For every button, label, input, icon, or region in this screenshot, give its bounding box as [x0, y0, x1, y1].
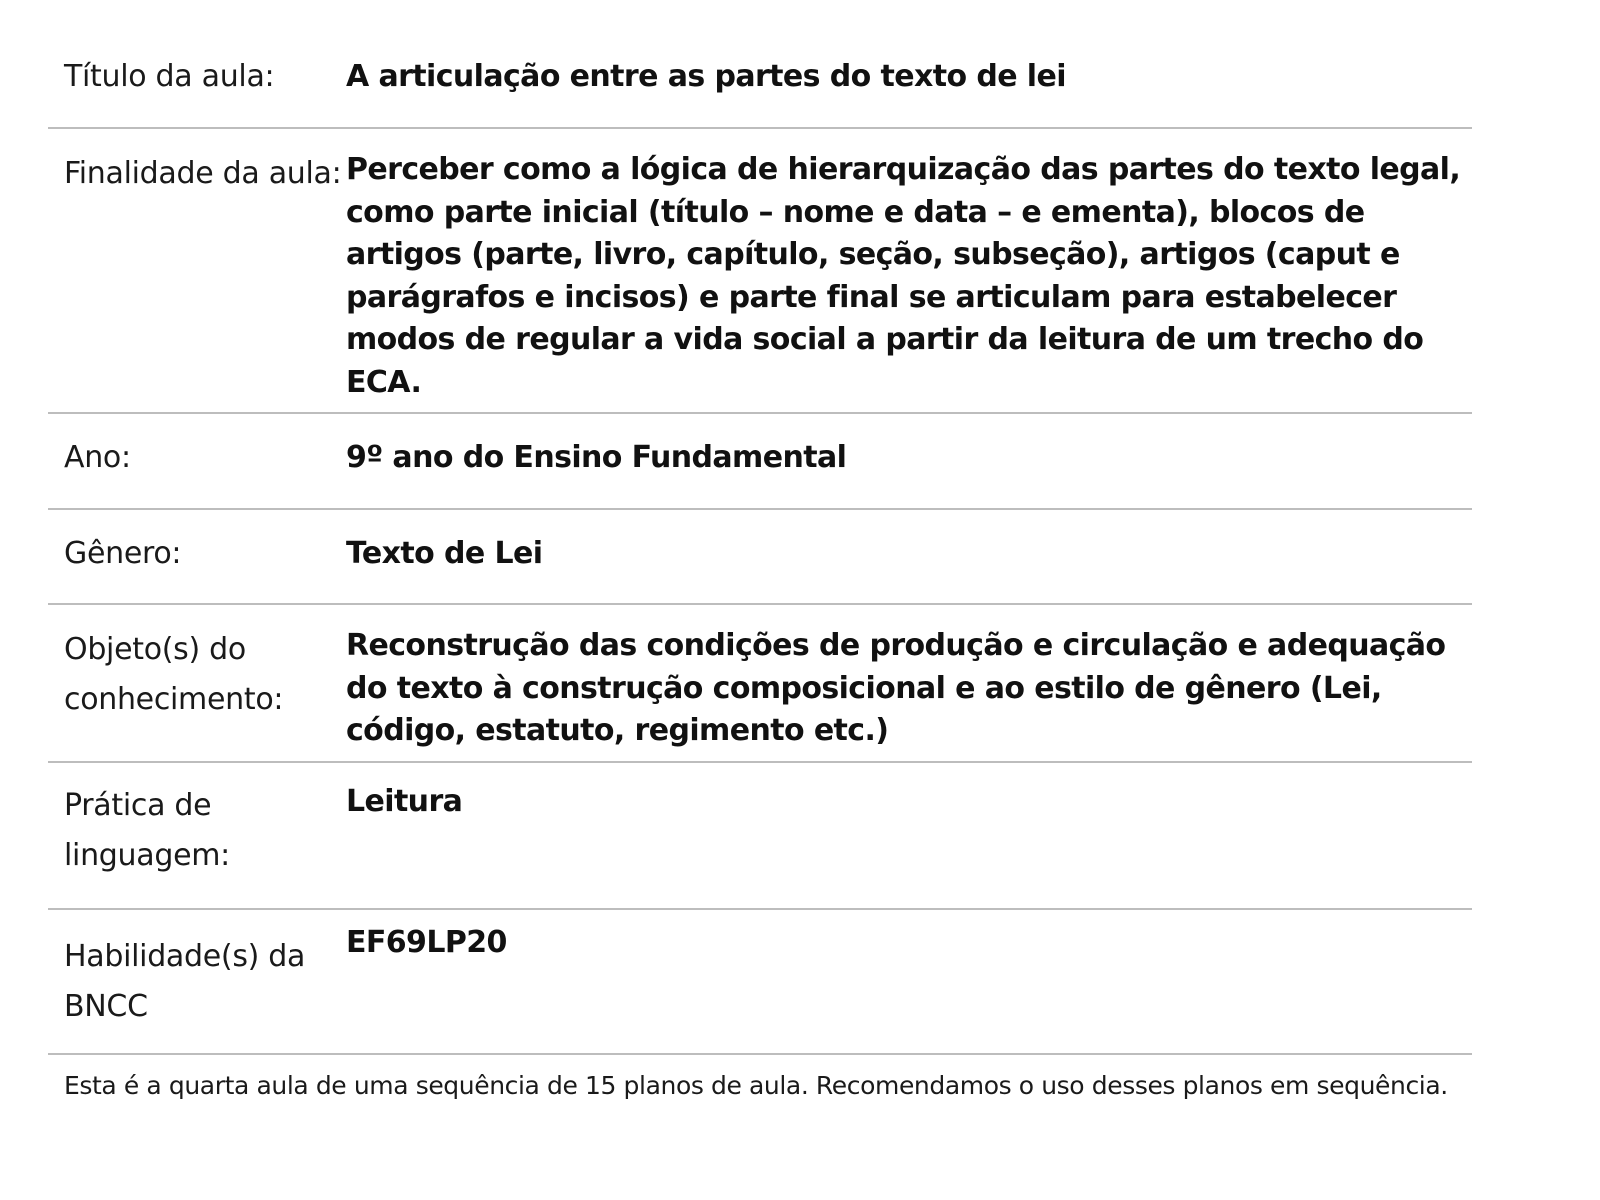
language-practice-label: Prática de linguagem: [64, 788, 230, 873]
knowledge-objects-label: Objeto(s) do conhecimento: [64, 632, 284, 717]
lesson-plan-table [48, 28, 1472, 1055]
bncc-skills-label: Habilidade(s) da BNCC [64, 939, 306, 1024]
lesson-title-value: A articulação entre as partes do texto de lei [346, 59, 1066, 94]
row-lesson-title [48, 28, 1472, 129]
year-label: Ano: [64, 440, 131, 475]
language-practice-value: Leitura [346, 784, 463, 819]
row-bncc-skills [48, 910, 1472, 1055]
row-knowledge-objects [48, 605, 1472, 763]
row-year [48, 414, 1472, 510]
genre-label: Gênero: [64, 536, 182, 571]
knowledge-objects-value: Reconstrução das condições de produção e circulação e adequação do texto à construção composicional e ao estilo de gênero (Lei, código, estatuto, regimento etc.) [346, 628, 1446, 748]
row-language-practice [48, 763, 1472, 910]
bncc-skills-value: EF69LP20 [346, 925, 507, 960]
year-value: 9º ano do Ensino Fundamental [346, 440, 847, 475]
genre-value: Texto de Lei [346, 536, 543, 571]
sequence-note: Esta é a quarta aula de uma sequência de 15 planos de aula. Recomendamos o uso desses planos em sequência. [64, 1071, 1448, 1100]
lesson-title-label: Título da aula: [64, 59, 275, 94]
lesson-purpose-label: Finalidade da aula: [64, 156, 342, 191]
row-genre [48, 510, 1472, 605]
row-lesson-purpose [48, 129, 1472, 414]
lesson-purpose-value: Perceber como a lógica de hierarquização das partes do texto legal, como parte inicial (título – nome e data – e ementa), blocos de artigos (parte, livro, capítulo, seção, subseção), artigos (caput e parágrafos e incisos) e parte final se articulam para estabelecer modos de regular a vida social a partir da leitura de um trecho do ECA. [346, 152, 1461, 400]
